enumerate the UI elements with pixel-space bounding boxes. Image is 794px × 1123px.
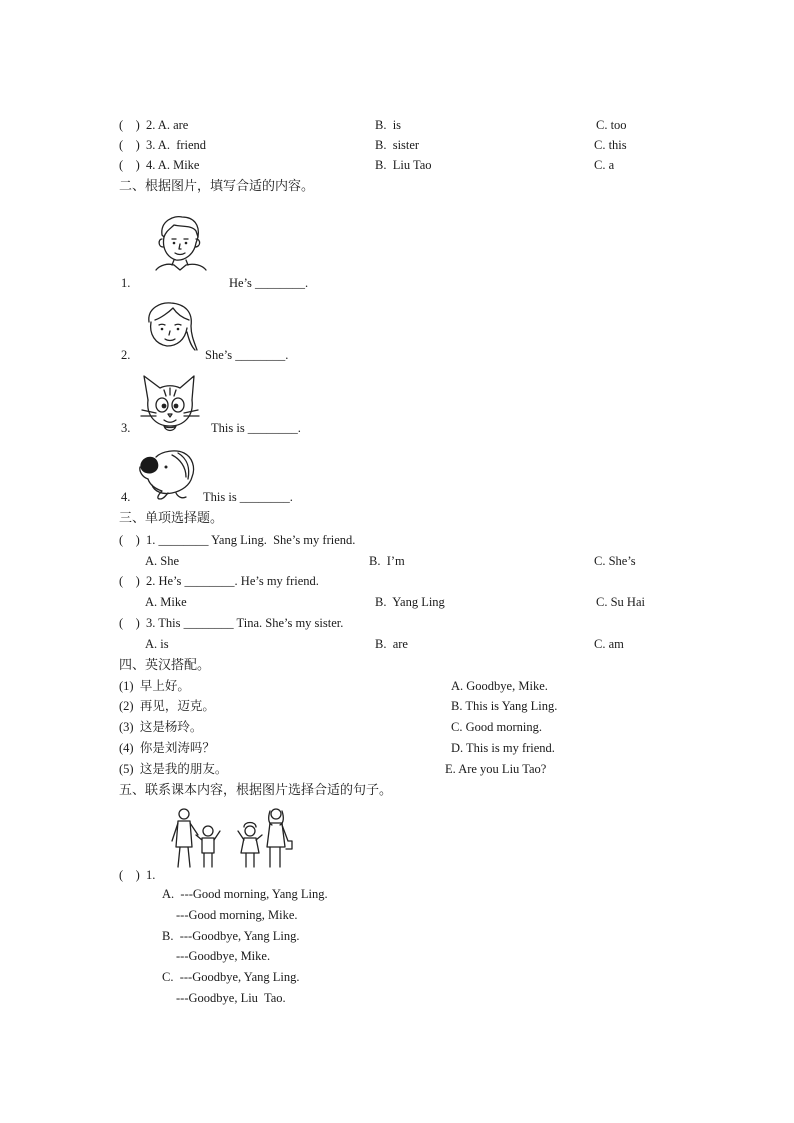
option-c: C. am [594,637,624,651]
option-a: A. is [145,637,169,651]
choice-row [0,551,794,571]
item-number: 3. [121,421,131,435]
section-5-title: 五、联系课本内容，根据图片选择合适的句子。 [119,782,393,797]
option-c: C. a [594,158,615,172]
fill-blank[interactable]: He’s ________. [229,276,309,290]
match-row [0,696,794,716]
option-a: A. Mike [145,595,187,609]
answer-paren[interactable]: ( ) [119,533,140,547]
match-left-item[interactable]: (5) 这是我的朋友。 [119,762,228,776]
dialogue-option [0,926,794,946]
option-b-line-2: ---Goodbye, Mike. [176,949,271,963]
option-c-line-1: C. ---Goodbye, Yang Ling. [162,970,300,984]
option-c: C. too [596,118,627,132]
choice-row [0,592,794,612]
option-a-line-1: A. ---Good morning, Yang Ling. [162,887,328,901]
option-c: C. She’s [594,554,636,568]
fill-item [0,487,794,507]
match-right-item[interactable]: E. Are you Liu Tao? [445,762,547,776]
dialogue-option [0,967,794,987]
match-left-item[interactable]: (2) 再见，迈克。 [119,699,215,713]
option-b: B. I’m [369,554,405,568]
option-b: B. Yang Ling [375,595,445,609]
answer-paren[interactable]: ( ) [119,616,140,630]
match-right-item[interactable]: A. Goodbye, Mike. [451,679,548,693]
section-heading [0,176,794,196]
answer-paren[interactable]: ( ) [119,138,140,152]
answer-paren[interactable]: ( ) [119,158,140,172]
question-text: 2. He’s ________. He’s my friend. [146,574,319,588]
match-left-item[interactable]: (1) 早上好。 [119,679,190,693]
option-b: B. are [375,637,408,651]
section-4-title: 四、英汉搭配。 [119,657,211,672]
match-left-item[interactable]: (3) 这是杨玲。 [119,720,203,734]
option-b: B. Liu Tao [375,158,432,172]
answer-paren[interactable]: ( ) [119,868,140,882]
question-stem [0,571,794,591]
answer-paren[interactable]: ( ) [119,118,140,132]
choice-row [0,155,794,175]
dialogue-option [0,988,794,1008]
fill-item [0,345,794,365]
fill-blank[interactable]: This is ________. [203,490,293,504]
item-number: 2. [121,348,131,362]
option-c: C. this [594,138,627,152]
question-text: 3. This ________ Tina. She’s my sister. [146,616,344,630]
option-b-line-1: B. ---Goodbye, Yang Ling. [162,929,300,943]
section-3-title: 三、单项选择题。 [119,510,224,525]
option-a: 3. A. friend [146,138,207,152]
match-row [0,759,794,779]
question-stem [0,865,794,885]
question-stem [0,530,794,550]
option-b: B. is [375,118,402,132]
choice-row [0,135,794,155]
question-number: 1. [146,868,156,882]
dialogue-option [0,946,794,966]
dialogue-option [0,905,794,925]
match-right-item[interactable]: D. This is my friend. [451,741,555,755]
people-waving-icon [164,805,298,869]
fill-item [0,418,794,438]
item-number: 4. [121,490,131,504]
question-text: 1. ________ Yang Ling. She’s my friend. [146,533,356,547]
fill-blank[interactable]: This is ________. [211,421,301,435]
choice-row [0,634,794,654]
option-a-line-2: ---Good morning, Mike. [176,908,298,922]
match-left-item[interactable]: (4) 你是刘涛吗？ [119,741,215,755]
match-row [0,676,794,696]
dialogue-option [0,884,794,904]
match-row [0,738,794,758]
option-a: 4. A. Mike [146,158,200,172]
option-b: B. sister [375,138,420,152]
answer-paren[interactable]: ( ) [119,574,140,588]
option-c-line-2: ---Goodbye, Liu Tao. [176,991,286,1005]
fill-blank[interactable]: She’s ________. [205,348,289,362]
option-a: 2. A. are [146,118,189,132]
option-c: C. Su Hai [596,595,645,609]
match-right-item[interactable]: C. Good morning. [451,720,542,734]
fill-item [0,273,794,293]
question-stem [0,613,794,633]
item-number: 1. [121,276,131,290]
match-row [0,717,794,737]
boy-face-icon [152,213,210,271]
option-a: A. She [145,554,180,568]
section-heading [0,508,794,528]
match-right-item[interactable]: B. This is Yang Ling. [451,699,558,713]
choice-row [0,115,794,135]
section-heading [0,780,794,800]
section-2-title: 二、根据图片，填写合适的内容。 [119,178,315,193]
section-heading [0,655,794,675]
